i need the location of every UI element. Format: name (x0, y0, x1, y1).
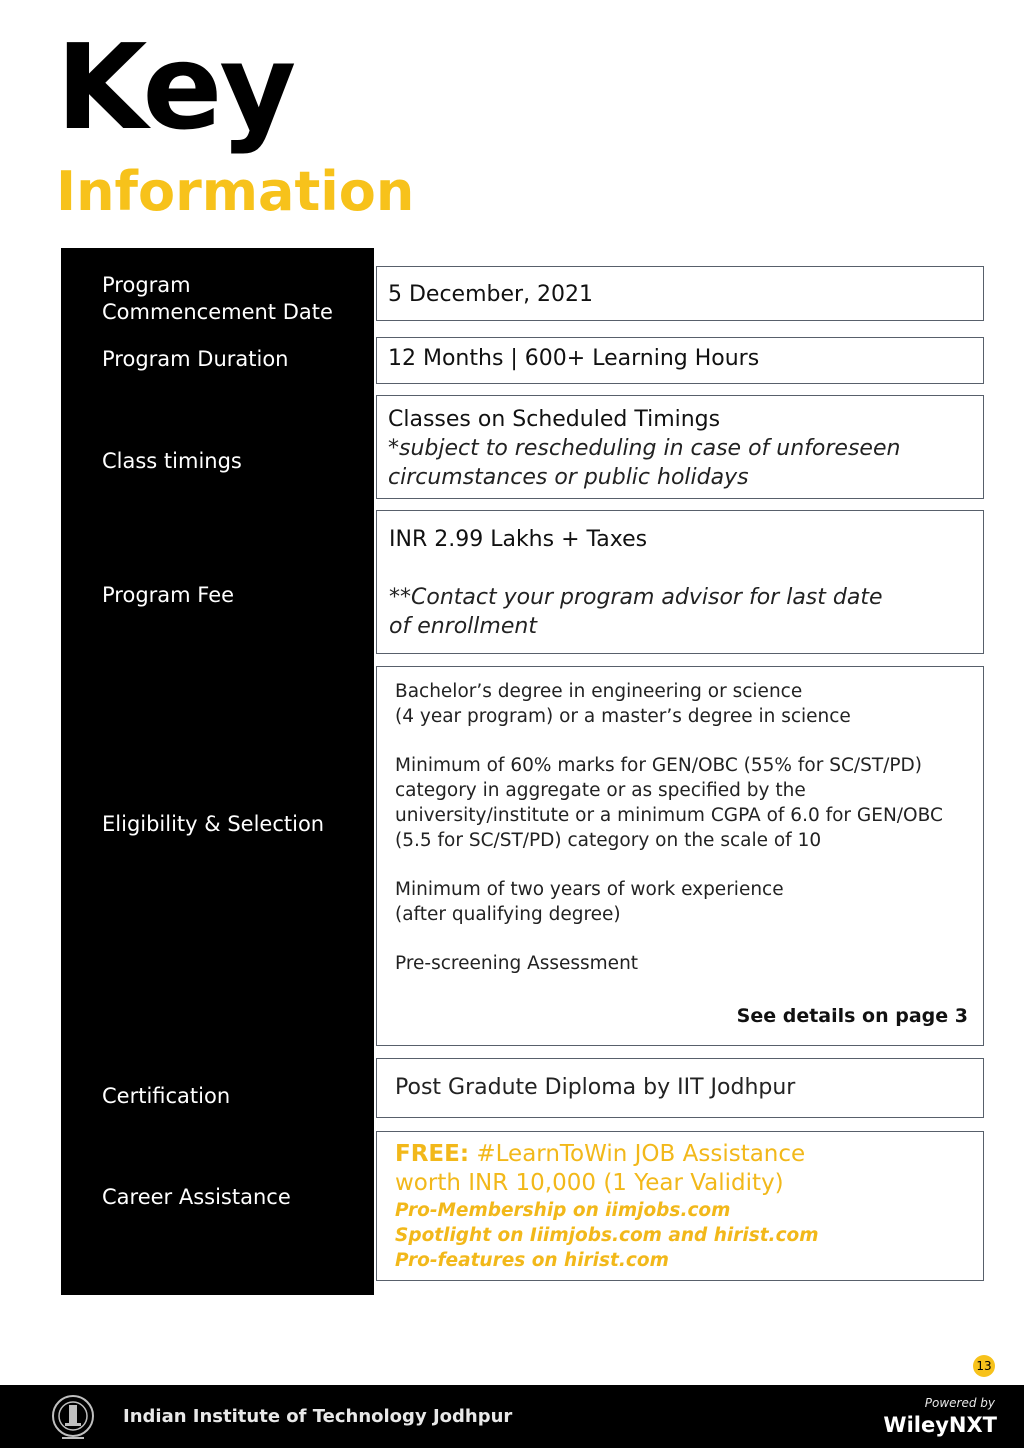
certification-box (376, 1058, 984, 1118)
program-duration-box (376, 337, 984, 384)
commencement-date-value: 5 December, 2021 (388, 282, 594, 307)
label-eligibility: Eligibility & Selection (102, 812, 325, 836)
label-class-timings: Class timings (102, 449, 242, 473)
program-fee-note: **Contact your program advisor for last date of enrollment (389, 585, 883, 639)
free-label: FREE: (395, 1141, 470, 1167)
career-headline-text: #LearnToWin JOB Assistance (469, 1141, 806, 1167)
wileynxt-brand: WileyNXT (883, 1413, 997, 1437)
label-program-duration: Program Duration (102, 347, 289, 371)
certification-value: Post Gradute Diploma by IIT Jodhpur (395, 1075, 796, 1100)
eligibility-experience: Minimum of two years of work experience (after qualifying degree) (395, 879, 784, 925)
page-title: Key (56, 18, 294, 156)
career-item-1: Pro-Membership on iimjobs.com (395, 1200, 731, 1221)
see-details-link[interactable]: See details on page 3 (736, 1005, 968, 1027)
powered-by-label: Powered by (924, 1396, 995, 1410)
class-timings-note: *subject to rescheduling in case of unforeseen circumstances or public holidays (388, 436, 901, 490)
institute-name: Indian Institute of Technology Jodhpur (123, 1406, 513, 1427)
label-career-assistance: Career Assistance (102, 1185, 291, 1209)
class-timings-value: Classes on Scheduled Timings (388, 407, 721, 432)
program-duration-value: 12 Months | 600+ Learning Hours (388, 346, 760, 371)
career-item-2: Spotlight on Iiimjobs.com and hirist.com (395, 1225, 819, 1246)
program-fee-box (376, 510, 984, 654)
commencement-date-box (376, 266, 984, 321)
iit-jodhpur-logo-icon (48, 1393, 98, 1441)
eligibility-assessment: Pre-screening Assessment (395, 953, 639, 974)
page-subtitle: Information (56, 160, 415, 223)
program-fee-value: INR 2.99 Lakhs + Taxes (389, 527, 648, 552)
eligibility-box (376, 666, 984, 1046)
label-commencement-date: Program Commencement Date (102, 273, 333, 324)
eligibility-degree: Bachelor’s degree in engineering or science (4 year program) or a master’s degree in science (395, 681, 851, 727)
career-item-3: Pro-features on hirist.com (395, 1250, 669, 1271)
career-headline-line2: worth INR 10,000 (1 Year Validity) (395, 1170, 784, 1196)
label-column (61, 248, 374, 1295)
career-assistance-box (376, 1131, 984, 1281)
class-timings-box (376, 395, 984, 499)
footer-bar (0, 1385, 1024, 1448)
eligibility-marks: Minimum of 60% marks for GEN/OBC (55% for SC/ST/PD) category in aggregate or as specified by the university/institute or a minimum CGPA of 6.0 for GEN/OBC (5.5 for SC/ST/PD) category on the scale of 10 (395, 755, 943, 851)
page-number-badge: 13 (973, 1355, 995, 1377)
career-headline (395, 1140, 805, 1169)
label-certification: Certification (102, 1084, 231, 1108)
label-program-fee: Program Fee (102, 583, 235, 607)
